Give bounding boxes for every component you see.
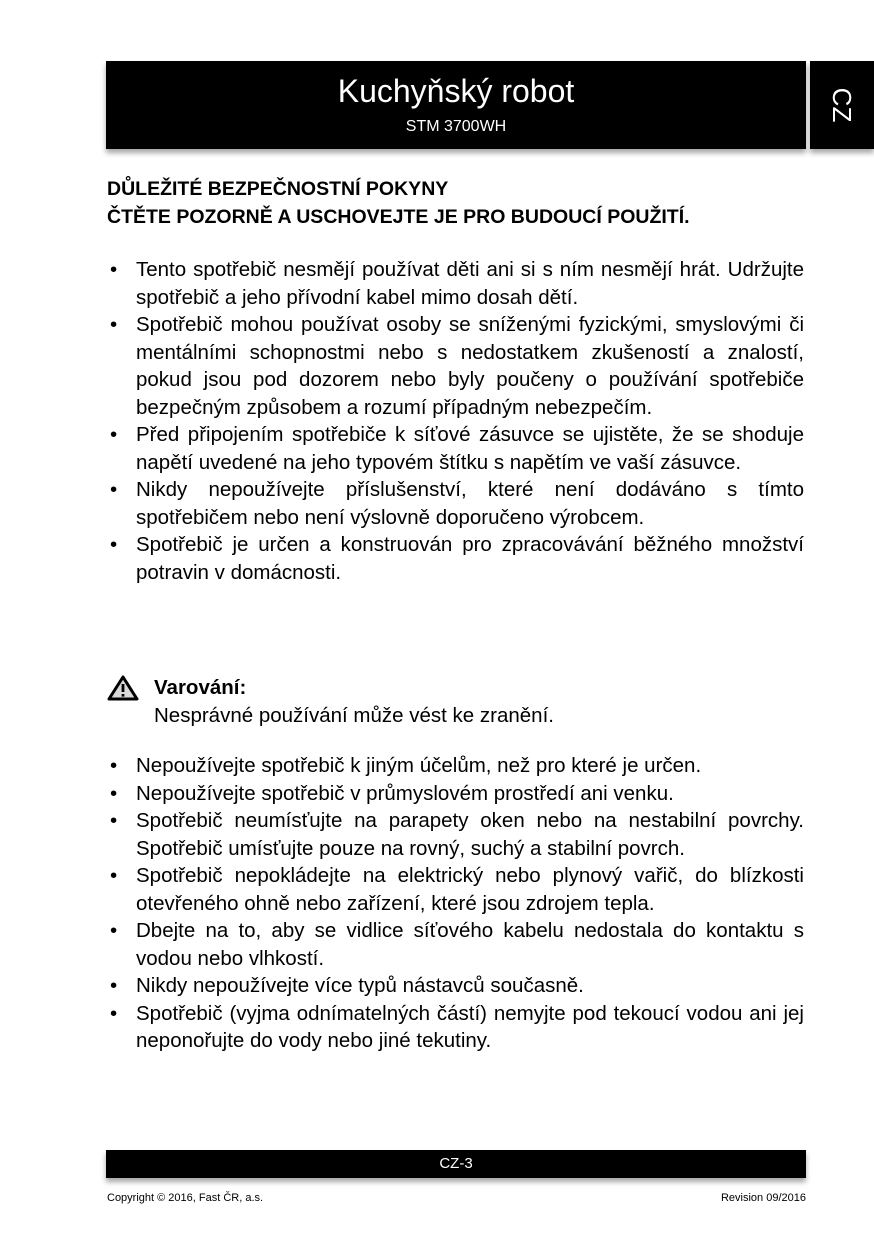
heading-line-2: ČTĚTE POZORNĚ A USCHOVEJTE JE PRO BUDOUCÍ POUŽITÍ. — [107, 206, 690, 228]
bullet-icon: • — [110, 533, 118, 556]
heading-line-1: DŮLEŽITÉ BEZPEČNOSTNÍ POKYNY — [107, 178, 449, 200]
section-heading — [107, 175, 807, 231]
footer-bar — [106, 1150, 806, 1178]
list-item: • Nikdy nepoužívejte příslušenství, které není dodáváno s tímto spotřebičem nebo není výslovně doporučeno výrobcem. — [110, 478, 804, 529]
warning-title: Varování: — [154, 676, 247, 699]
bullet-icon: • — [110, 974, 118, 997]
bullet-icon: • — [110, 258, 118, 281]
page-number: CZ-3 — [439, 1155, 473, 1172]
list-item: • Spotřebič nepokládejte na elektrický nebo plynový vařič, do blízkosti otevřeného ohně nebo zařízení, které jsou zdrojem tepla. — [110, 864, 804, 915]
bullet-icon: • — [110, 1001, 118, 1025]
list-item: • Nikdy nepoužívejte více typů nástavců současně. — [107, 972, 804, 1000]
list-item: • Spotřebič neumísťujte na parapety oken nebo na nestabilní povrchy. Spotřebič umísťujte pouze na rovný, suchý a stabilní povrch. — [110, 809, 804, 860]
list-item: • Nepoužívejte spotřebič k jiným účelům, než pro které je určen. — [107, 752, 804, 780]
warning-text: Nesprávné používání může vést ke zranění. — [154, 704, 554, 727]
list-item: • Spotřebič mohou používat osoby se sníženými fyzickými, smyslovými či mentálními schopnostmi nebo s nedostatkem zkušeností a znalostí, pokud jsou pod dozorem nebo byly poučeny o používání spotřebiče bezpečným způsobem a rozumí případným nebezpečím. — [110, 313, 804, 419]
language-tab-label: CZ — [827, 87, 857, 123]
bullet-icon: • — [110, 313, 118, 336]
document-title: Kuchyňský robot — [337, 73, 575, 109]
warning-triangle-icon — [107, 675, 139, 701]
bullet-icon: • — [110, 423, 118, 446]
bullet-icon: • — [110, 919, 118, 942]
bullet-icon: • — [110, 478, 118, 501]
list-item: • Nepoužívejte spotřebič v průmyslovém prostředí ani venku. — [107, 780, 804, 808]
list-item: • Tento spotřebič nesmějí používat děti ani si s ním nesmějí hrát. Udržujte spotřebič a jeho přívodní kabel mimo dosah dětí. — [110, 258, 804, 309]
safety-instructions-list-1 — [107, 256, 804, 586]
list-item: • Dbejte na to, aby se vidlice síťového kabelu nedostala do kontaktu s vodou nebo vlhkostí. — [110, 919, 804, 970]
revision-label: Revision 09/2016 — [720, 1192, 806, 1204]
model-number: STM 3700WH — [405, 118, 507, 135]
bullet-icon: • — [110, 864, 118, 887]
copyright-notice: Copyright © 2016, Fast ČR, a.s. — [107, 1192, 264, 1204]
bullet-icon: • — [110, 781, 118, 805]
list-item: • Před připojením spotřebiče k síťové zásuvce se ujistěte, že se shoduje napětí uvedené na jeho typovém štítku s napětím ve vaší zásuvce. — [110, 423, 804, 474]
header-bar — [106, 61, 806, 149]
list-item: • Spotřebič (vyjma odnímatelných částí) nemyjte pod tekoucí vodou ani jej neponořujte do vody nebo jiné tekutiny. — [110, 1001, 804, 1052]
safety-instructions-list-2 — [107, 752, 804, 1055]
bullet-icon: • — [110, 754, 118, 777]
bullet-icon: • — [110, 809, 118, 832]
language-tab — [810, 61, 874, 149]
list-item: • Spotřebič je určen a konstruován pro zpracovávání běžného množství potravin v domácnosti. — [110, 533, 804, 584]
